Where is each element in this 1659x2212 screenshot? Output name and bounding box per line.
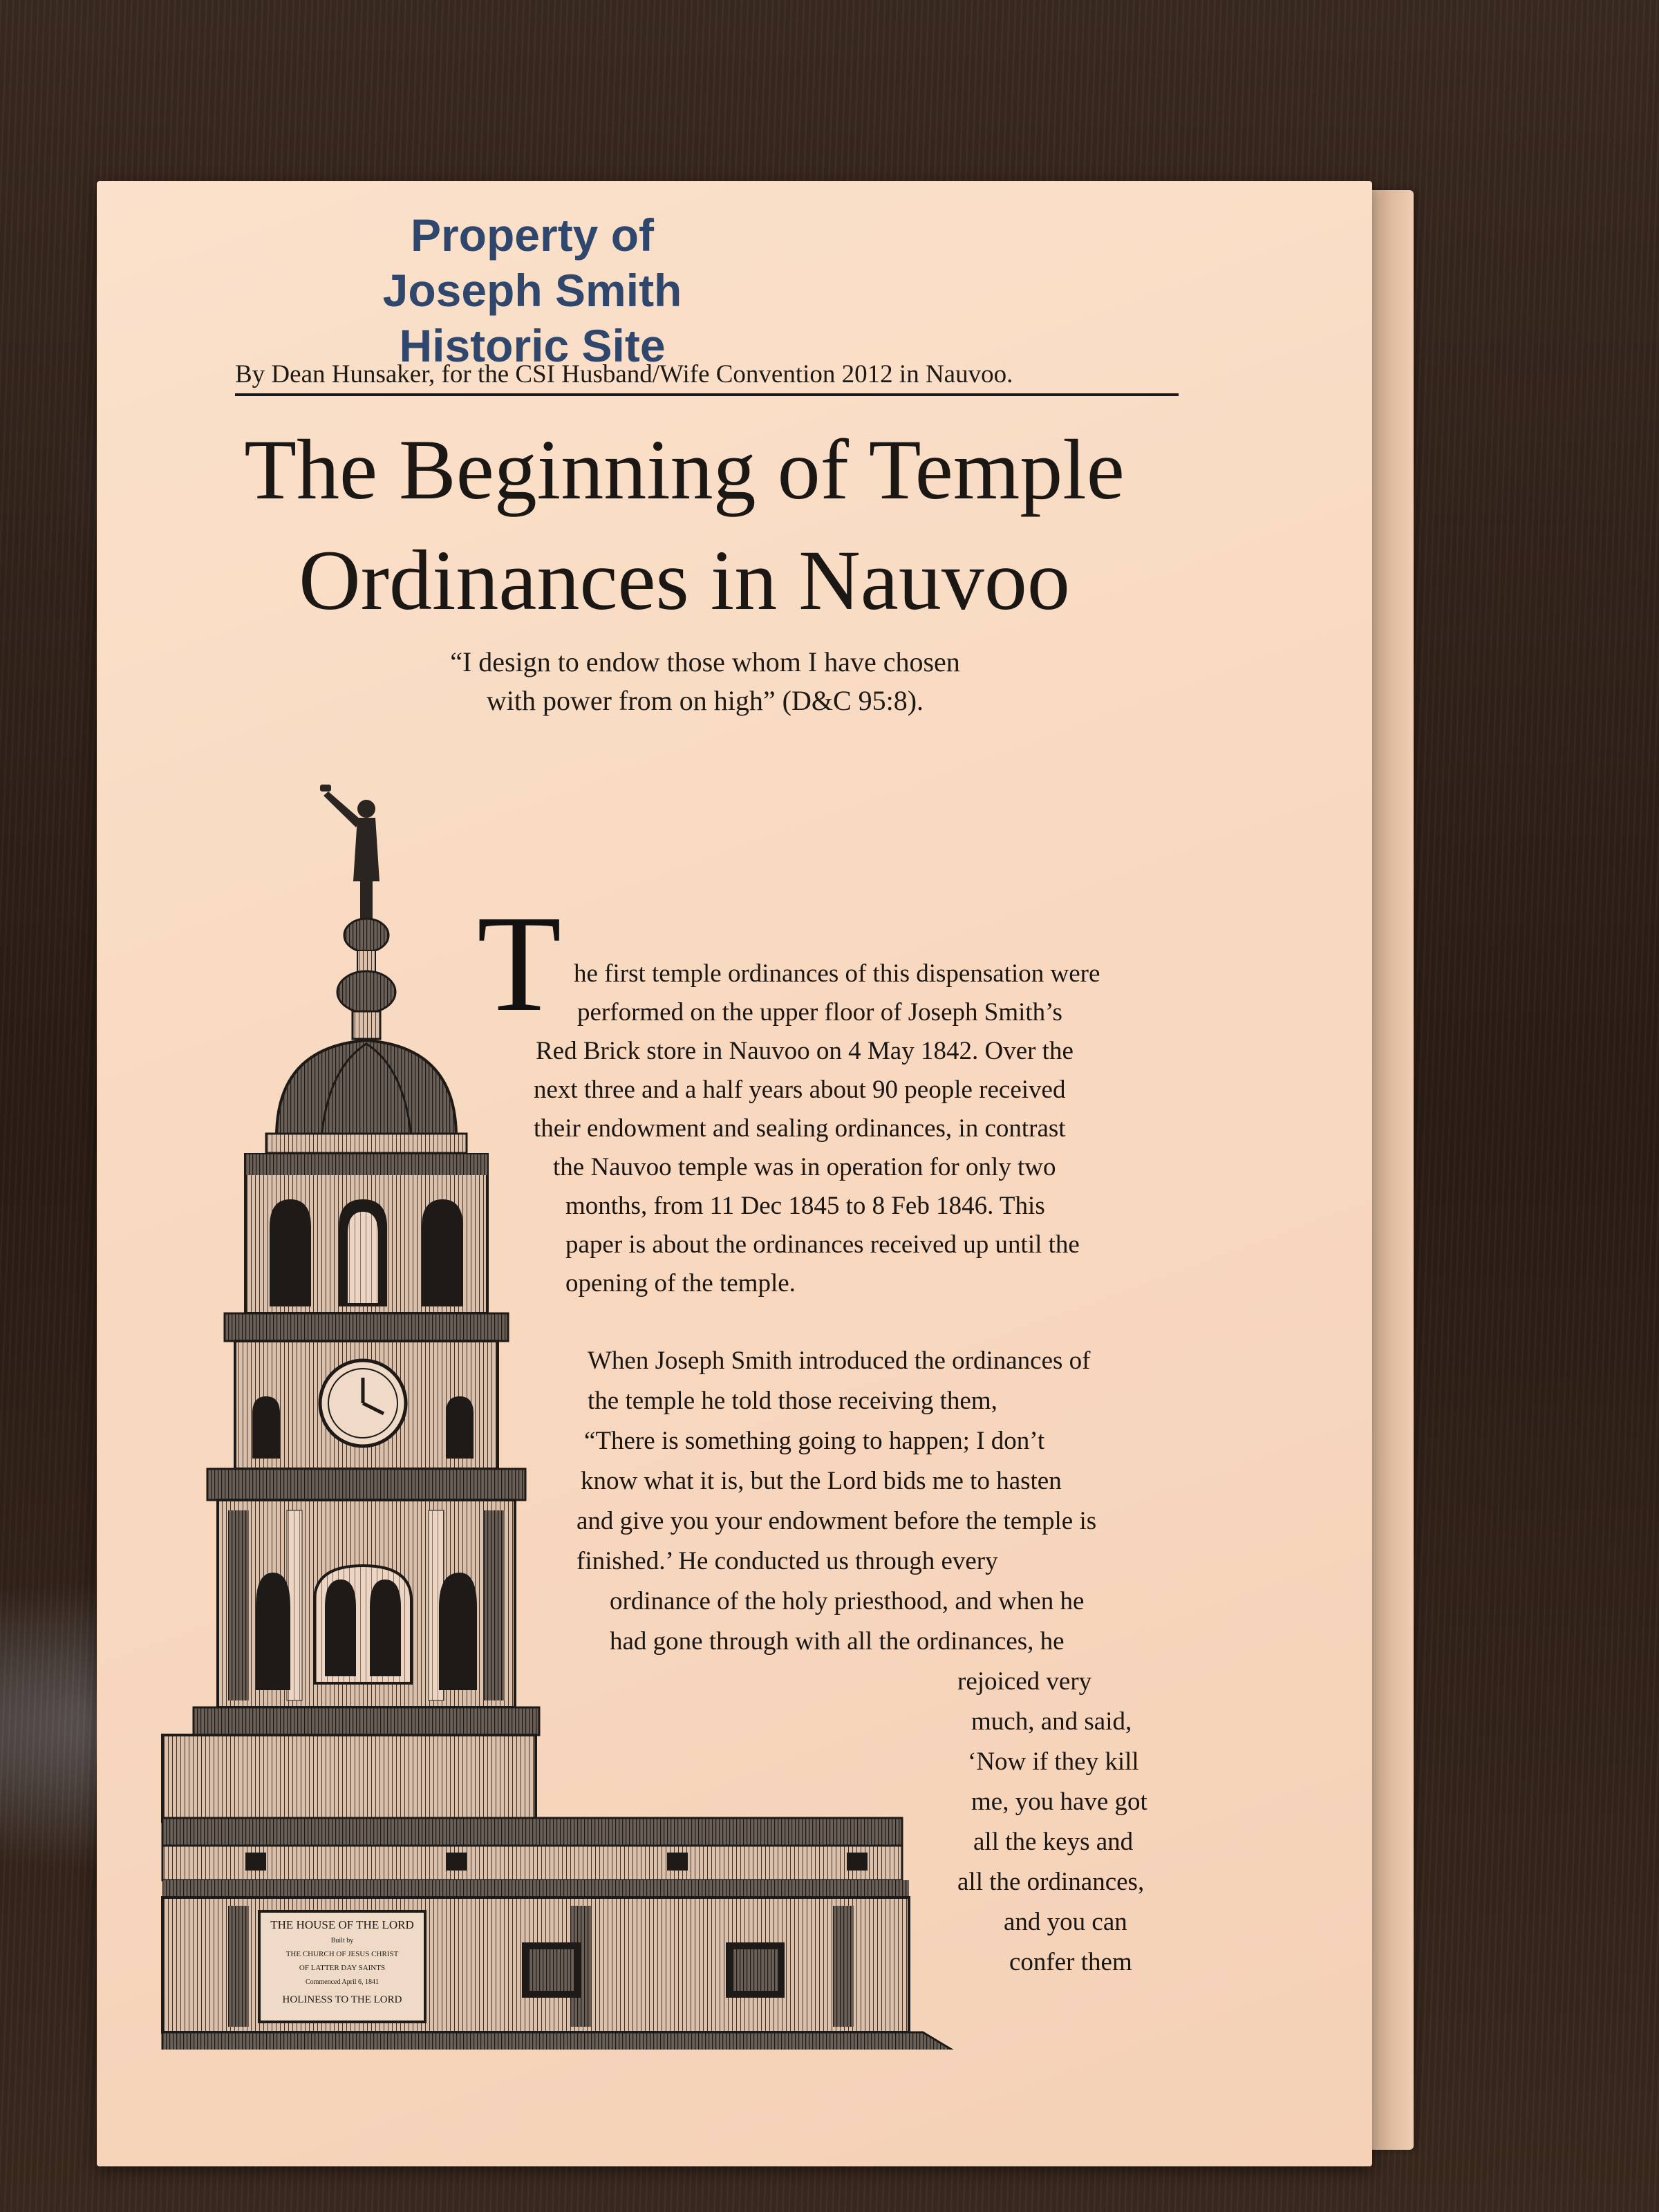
p2-line: know what it is, but the Lord bids me to hasten — [581, 1467, 1062, 1495]
p1-line: their endowment and sealing ordinances, in contrast — [534, 1114, 1066, 1143]
p1-line: opening of the temple. — [565, 1269, 796, 1297]
plaque-line-4: OF LATTER DAY SAINTS — [299, 1964, 386, 1972]
title-line-2: Ordinances in Nauvoo — [299, 533, 1070, 628]
p2-line: When Joseph Smith introduced the ordinances of — [588, 1347, 1091, 1375]
p2-line: rejoiced very — [957, 1667, 1092, 1696]
stamp-line-3: Historic Site — [399, 320, 666, 371]
property-stamp — [366, 207, 698, 373]
p1-line: he first temple ordinances of this dispensation were — [574, 959, 1100, 988]
p2-line: ordinance of the holy priesthood, and when he — [610, 1587, 1085, 1615]
drop-cap: T — [477, 888, 562, 1040]
plaque-line-2: Built by — [330, 1937, 354, 1944]
epigraph-line-1: “I design to endow those whom I have chosen — [450, 646, 960, 677]
p1-line: months, from 11 Dec 1845 to 8 Feb 1846. This — [565, 1192, 1045, 1220]
p2-line: confer them — [1009, 1948, 1132, 1976]
p2-line: ‘Now if they kill — [968, 1747, 1139, 1776]
plaque-line-1: THE HOUSE OF THE LORD — [270, 1918, 414, 1931]
p1-line: Red Brick store in Nauvoo on 4 May 1842. Over the — [536, 1037, 1074, 1065]
plaque-line-3: THE CHURCH OF JESUS CHRIST — [285, 1950, 399, 1958]
p2-line: the temple he told those receiving them, — [588, 1387, 997, 1415]
stamp-line-1: Property of — [410, 209, 655, 261]
p1-line: the Nauvoo temple was in operation for only two — [553, 1153, 1056, 1181]
p1-line: next three and a half years about 90 people received — [534, 1076, 1066, 1104]
p1-line: paper is about the ordinances received up until the — [565, 1230, 1080, 1259]
plaque-line-5: Commenced April 6, 1841 — [305, 1978, 379, 1986]
epigraph — [387, 643, 1023, 720]
title-line-1: The Beginning of Temple — [244, 422, 1125, 517]
p2-line: all the keys and — [973, 1828, 1134, 1856]
byline: By Dean Hunsaker, for the CSI Husband/Wife Convention 2012 in Nauvoo. — [235, 359, 1179, 396]
plaque-line-6: HOLINESS TO THE LORD — [282, 1994, 402, 2005]
p2-line: much, and said, — [971, 1707, 1132, 1736]
stamp-line-2: Joseph Smith — [382, 265, 682, 316]
p2-line: me, you have got — [971, 1788, 1147, 1816]
p2-line: “There is something going to happen; I don’t — [584, 1427, 1045, 1455]
p2-line: had gone through with all the ordinances, he — [610, 1627, 1065, 1656]
p2-line: and give you your endowment before the temple is — [577, 1507, 1097, 1535]
page-title — [228, 415, 1141, 636]
p1-line: performed on the upper floor of Joseph Smith’s — [577, 998, 1062, 1027]
p2-line: and you can — [1004, 1908, 1127, 1936]
p2-line: finished.’ He conducted us through every — [577, 1547, 998, 1575]
p2-line: all the ordinances, — [957, 1868, 1145, 1896]
angel-figure-icon — [320, 785, 379, 881]
epigraph-line-2: with power from on high” (D&C 95:8). — [486, 685, 924, 716]
